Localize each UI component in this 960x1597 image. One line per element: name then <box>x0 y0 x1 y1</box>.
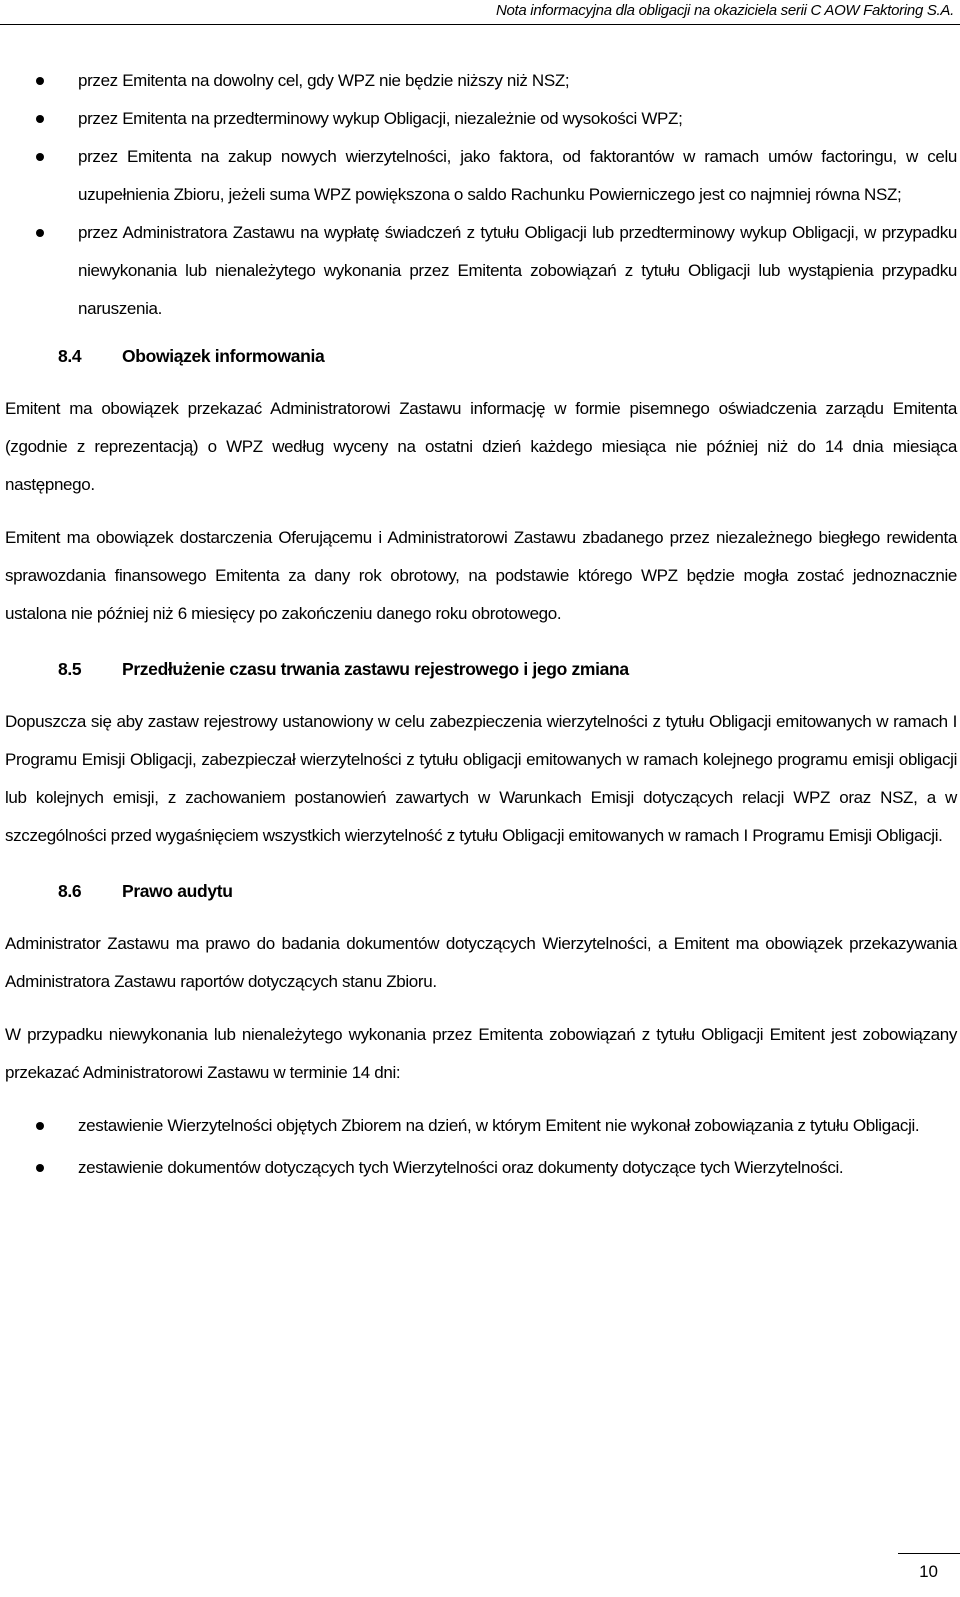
list-item <box>5 1107 957 1145</box>
list-item <box>5 62 957 100</box>
list-item <box>5 214 957 328</box>
list-item <box>5 100 957 138</box>
bullet-icon <box>36 1122 44 1130</box>
section-number: 8.5 <box>58 659 82 679</box>
section-number: 8.6 <box>58 881 82 901</box>
list-item-text: zestawienie Wierzytelności objętych Zbiorem na dzień, w którym Emitent nie wykonał zobowiązania z tytułu Obligacji. <box>78 1116 920 1135</box>
section-number: 8.4 <box>58 346 82 366</box>
footer-rule <box>898 1553 960 1554</box>
paragraph: W przypadku niewykonania lub nienależytego wykonania przez Emitenta zobowiązań z tytułu Obligacji Emitent jest zobowiązany przekazać Administratorowi Zastawu w terminie 14 dni: <box>5 1025 957 1082</box>
paragraph: Dopuszcza się aby zastaw rejestrowy ustanowiony w celu zabezpieczenia wierzytelności z tytułu Obligacji emitowanych w ramach I Programu Emisji Obligacji, zabezpieczał wierzytelności z tytułu obligacji emitowanych w ramach kolejnego programu emisji obligacji lub kolejnych emisji, z zachowaniem postanowień zawartych w Warunkach Emisji dotyczących relacji WPZ oraz NSZ, a w szczególności przed wygaśnięciem wszystkich wierzytelność z tytułu Obligacji emitowanych w ramach I Programu Emisji Obligacji. <box>5 712 957 845</box>
section-heading-8-5 <box>5 650 957 688</box>
header-rule <box>0 24 960 25</box>
running-header: Nota informacyjna dla obligacji na okaziciela serii C AOW Faktoring S.A. <box>495 2 954 19</box>
section-title: Prawo audytu <box>122 881 233 901</box>
bullet-icon <box>36 1164 44 1172</box>
list-item-text: zestawienie dokumentów dotyczących tych Wierzytelności oraz dokumenty dotyczące tych Wierzytelności. <box>78 1158 844 1177</box>
bullet-icon <box>36 229 44 237</box>
paragraph: Emitent ma obowiązek dostarczenia Oferującemu i Administratorowi Zastawu zbadanego przez niezależnego biegłego rewidenta sprawozdania finansowego Emitenta za dany rok obrotowy, na podstawie którego WPZ będzie mogła zostać jednoznacznie ustalona nie później niż 6 miesięcy po zakończeniu danego roku obrotowego. <box>5 528 957 623</box>
paragraph: Emitent ma obowiązek przekazać Administratorowi Zastawu informację w formie pisemnego oświadczenia zarządu Emitenta (zgodnie z reprezentacją) o WPZ według wyceny na ostatni dzień każdego miesiąca nie później niż do 14 dnia miesiąca następnego. <box>5 399 957 494</box>
list-item-text: przez Emitenta na przedterminowy wykup Obligacji, niezależnie od wysokości WPZ; <box>78 109 683 128</box>
paragraph: Administrator Zastawu ma prawo do badania dokumentów dotyczących Wierzytelności, a Emitent ma obowiązek przekazywania Administratora Zastawu raportów dotyczących stanu Zbioru. <box>5 934 957 991</box>
bullet-icon <box>36 77 44 85</box>
list-item-text: przez Administratora Zastawu na wypłatę świadczeń z tytułu Obligacji lub przedterminowy wykup Obligacji, w przypadku niewykonania lub nienależytego wykonania przez Emitenta zobowiązań z tytułu Obligacji lub wystąpienia przypadku naruszenia. <box>78 223 957 318</box>
section-title: Przedłużenie czasu trwania zastawu rejestrowego i jego zmiana <box>122 659 629 679</box>
bullet-icon <box>36 115 44 123</box>
bullet-list-top <box>5 62 957 328</box>
bullet-icon <box>36 153 44 161</box>
list-item <box>5 1149 957 1187</box>
page-number: 10 <box>919 1562 938 1581</box>
list-item-text: przez Emitenta na dowolny cel, gdy WPZ nie będzie niższy niż NSZ; <box>78 71 570 90</box>
page-content <box>5 62 957 1187</box>
section-heading-8-6 <box>5 872 957 910</box>
section-title: Obowiązek informowania <box>122 346 325 366</box>
list-item <box>5 138 957 214</box>
bullet-list-audit <box>5 1107 957 1187</box>
section-heading-8-4 <box>5 337 957 375</box>
list-item-text: przez Emitenta na zakup nowych wierzytelności, jako faktora, od faktorantów w ramach umów factoringu, w celu uzupełnienia Zbioru, jeżeli suma WPZ powiększona o saldo Rachunku Powierniczego jest co najmniej równa NSZ; <box>78 147 957 204</box>
